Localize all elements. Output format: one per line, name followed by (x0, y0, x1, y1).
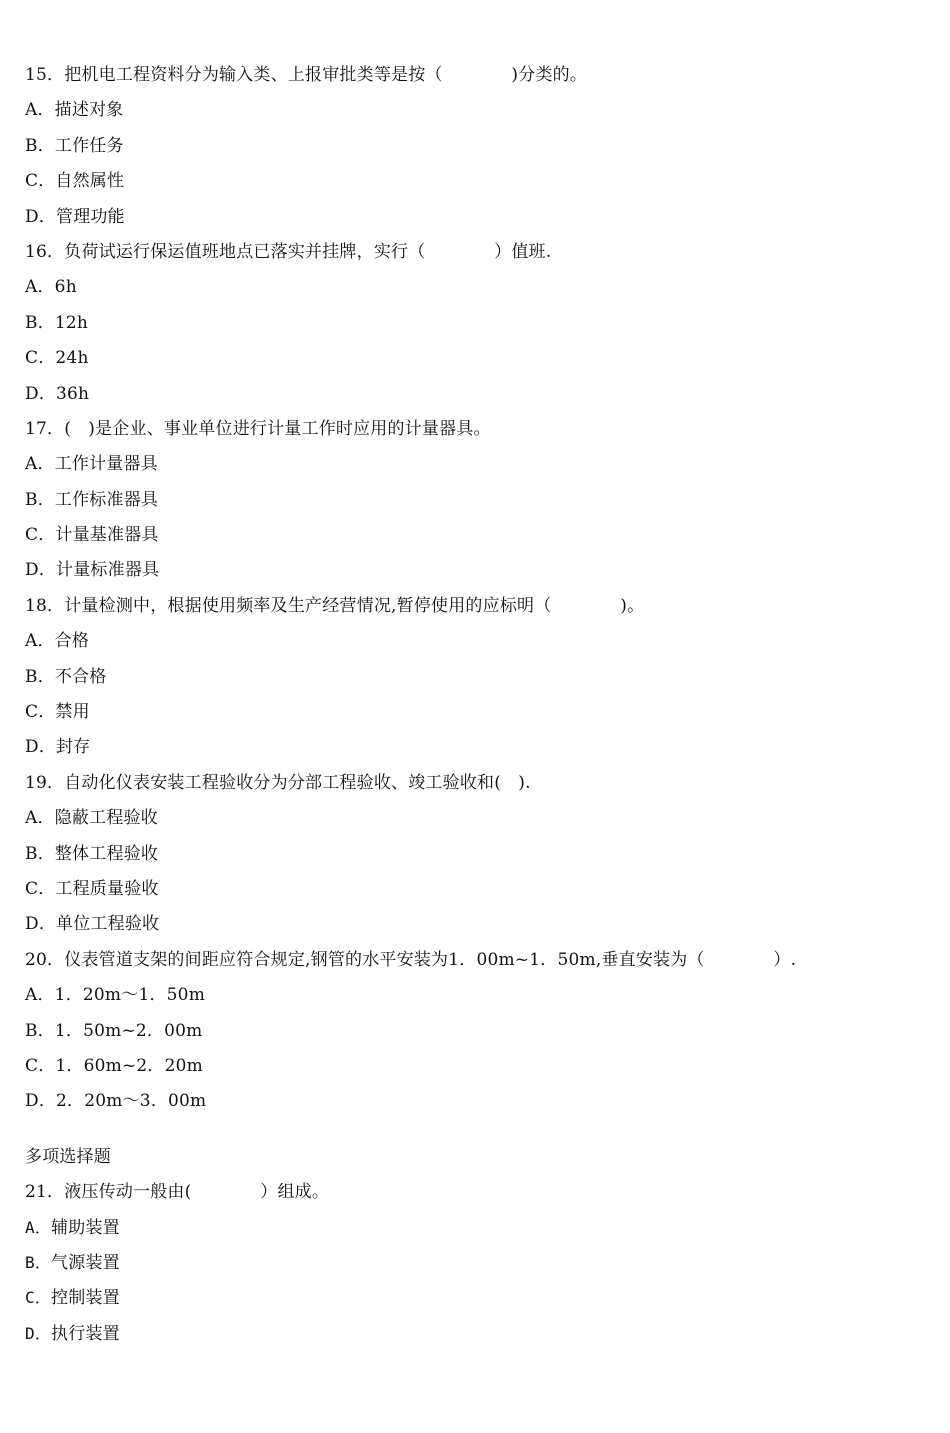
question-15 (25, 62, 925, 239)
option-a: A．描述对象 (25, 100, 124, 121)
option-letter: A． (25, 1217, 52, 1237)
option-a: A．隐蔽工程验收 (25, 808, 158, 829)
question-16 (25, 239, 925, 416)
option-d: D．管理功能 (25, 206, 125, 227)
option-b: B．工作标准器具 (25, 489, 159, 510)
option-d: D．36h (25, 383, 90, 404)
option-text: 气源装置 (51, 1252, 120, 1273)
question-18 (25, 593, 925, 770)
option-text: 辅助装置 (51, 1217, 120, 1238)
option-b (25, 1250, 925, 1285)
option-letter: B． (25, 1252, 52, 1272)
option-b: B．1．50m~2．00m (25, 1020, 203, 1041)
question-stem: 20．仪表管道支架的间距应符合规定,钢管的水平安装为1．00m~1．50m,垂直安装为（ ）. (25, 949, 797, 970)
question-21 (25, 1179, 925, 1356)
option-text: 执行装置 (51, 1323, 120, 1344)
option-a: A．6h (25, 277, 77, 298)
option-c: C．禁用 (25, 702, 90, 723)
option-c: C．1．60m~2．20m (25, 1055, 203, 1076)
option-d (25, 1321, 925, 1356)
option-a: A．1．20m～1．50m (25, 985, 206, 1006)
option-c: C．自然属性 (25, 171, 125, 192)
option-c: C．24h (25, 348, 89, 369)
question-20 (25, 947, 925, 1124)
option-c: C．计量基准器具 (25, 525, 159, 546)
question-19 (25, 770, 925, 947)
question-stem: 21．液压传动一般由( ）组成。 (25, 1182, 330, 1203)
question-stem: 19．自动化仪表安装工程验收分为分部工程验收、竣工验收和( ). (25, 772, 531, 793)
option-letter: C． (25, 1288, 52, 1308)
option-c (25, 1285, 925, 1320)
option-b: B．不合格 (25, 666, 107, 687)
section-spacer (25, 1124, 925, 1144)
option-b: B．12h (25, 312, 89, 333)
section-title: 多项选择题 (25, 1146, 111, 1167)
option-letter: D． (25, 1323, 52, 1343)
question-stem: 15．把机电工程资料分为输入类、上报审批类等是按（ )分类的。 (25, 65, 588, 85)
option-d: D．封存 (25, 737, 91, 758)
option-b: B．整体工程验收 (25, 843, 159, 864)
option-a: A．合格 (25, 631, 90, 652)
option-a (25, 1215, 925, 1250)
question-17 (25, 416, 925, 593)
question-stem: 18．计量检测中，根据使用频率及生产经营情况,暂停使用的应标明（ )。 (25, 595, 645, 616)
option-c: C．工程质量验收 (25, 878, 159, 899)
question-stem: 16．负荷试运行保运值班地点已落实并挂牌，实行（ ）值班. (25, 241, 552, 262)
option-text: 控制装置 (51, 1288, 120, 1309)
option-d: D．2．20m～3．00m (25, 1091, 207, 1112)
option-d: D．单位工程验收 (25, 914, 160, 935)
option-b: B．工作任务 (25, 135, 124, 156)
option-a: A．工作计量器具 (25, 454, 158, 475)
exam-page (25, 62, 925, 1356)
option-d: D．计量标准器具 (25, 560, 160, 581)
question-stem: 17．( )是企业、事业单位进行计量工作时应用的计量器具。 (25, 418, 491, 439)
